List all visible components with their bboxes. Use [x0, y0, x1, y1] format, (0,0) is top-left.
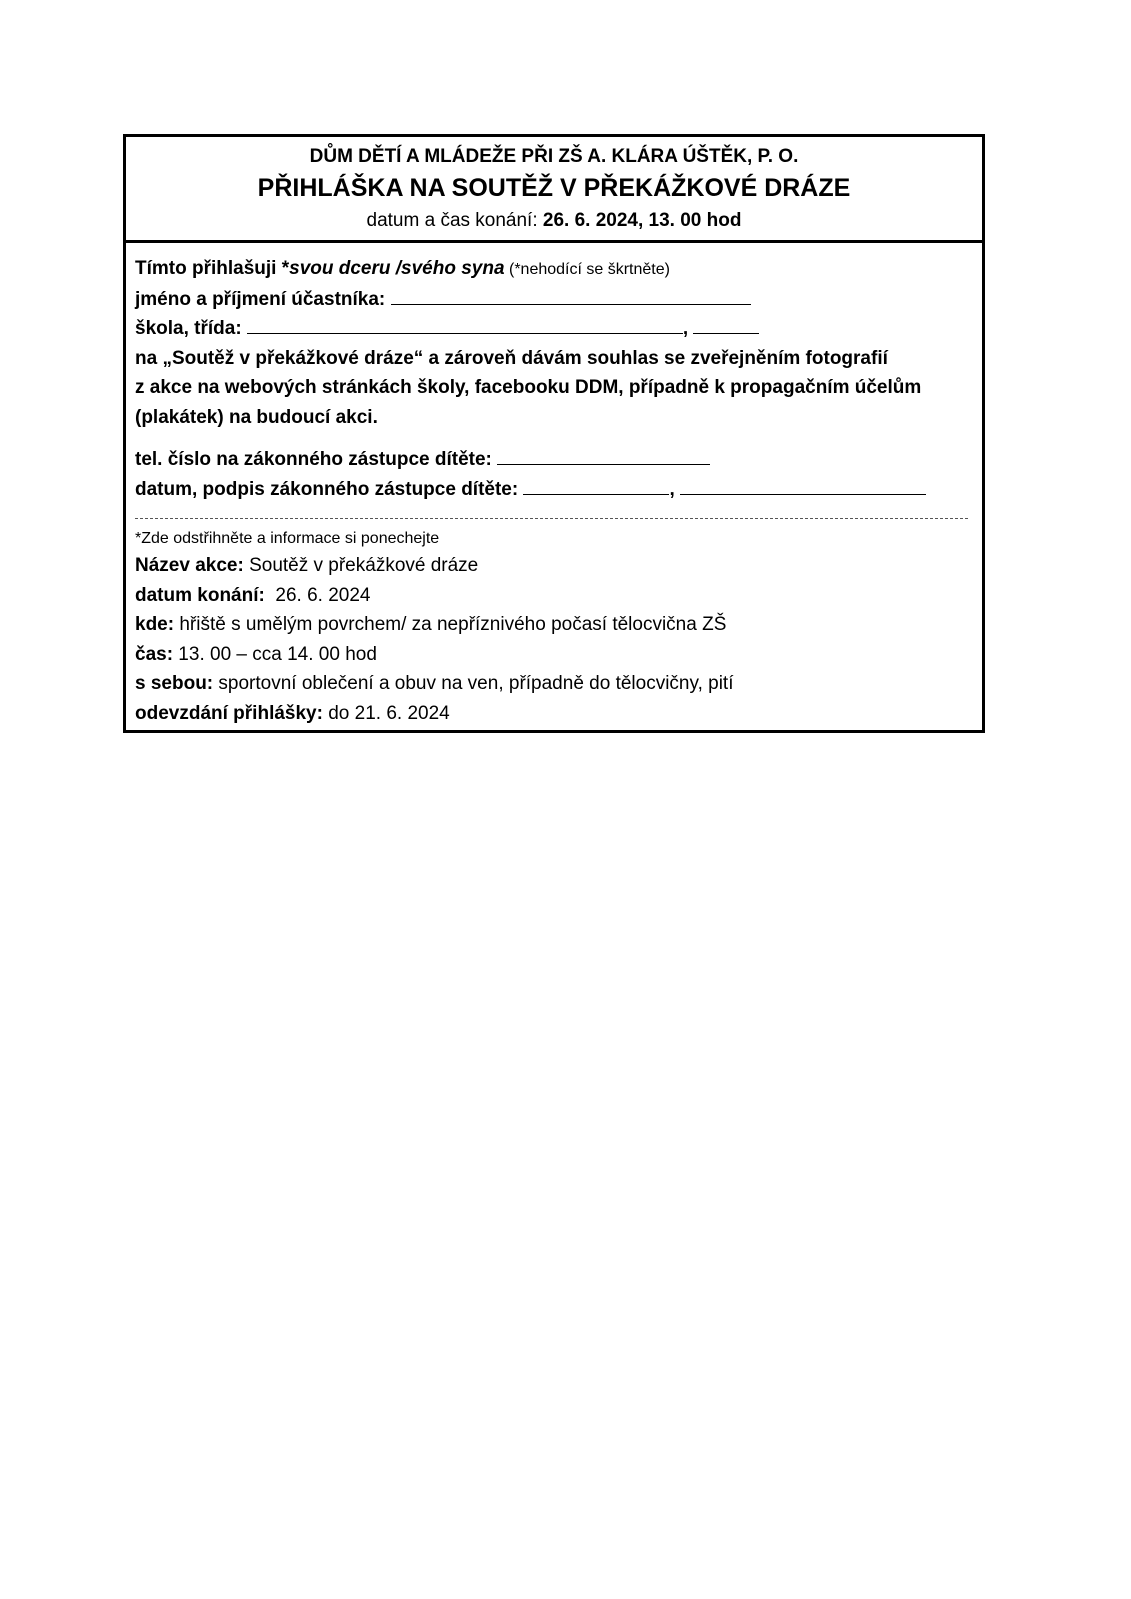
event-time-label: čas:: [135, 643, 174, 665]
guardian-signature-row: [135, 475, 982, 505]
organization-name: DŮM DĚTÍ A MLÁDEŽE PŘI ZŠ A. KLÁRA ÚŠTĚK, P. O.: [309, 146, 799, 167]
event-date-row: [135, 581, 982, 611]
intro-line: [135, 254, 982, 285]
form-body: [126, 243, 982, 728]
deadline-row: [135, 699, 982, 729]
event-datetime: [126, 206, 982, 235]
school-field[interactable]: [247, 316, 683, 334]
signature-separator: ,: [669, 478, 675, 500]
deadline-value: do 21. 6. 2024: [322, 702, 450, 724]
form-header: [126, 137, 982, 243]
school-class-separator: ,: [682, 318, 689, 339]
event-time-row: [135, 640, 982, 670]
consent-line-3: (plakátek) na budoucí akci.: [135, 406, 378, 428]
event-datetime-value: 26. 6. 2024, 13. 00 hod: [542, 210, 742, 231]
event-date-label: datum konání:: [135, 584, 265, 606]
event-datetime-label: datum a čas konání:: [366, 210, 543, 231]
guardian-phone-row: [135, 445, 982, 475]
guardian-signature-label: datum, podpis zákonného zástupce dítěte:: [135, 478, 524, 500]
event-place-row: [135, 610, 982, 640]
event-date-value: 26. 6. 2024: [264, 584, 371, 606]
application-form: [123, 134, 985, 733]
intro-choice: svou dceru /svého syna: [289, 258, 505, 279]
event-name-row: [135, 551, 982, 581]
deadline-label: odevzdání přihlášky:: [135, 702, 323, 724]
event-place-value: hřiště s umělým povrchem/ za nepříznivého počasí tělocvična ZŠ: [174, 614, 727, 635]
school-class-label: škola, třída:: [135, 318, 247, 339]
intro-note: (*nehodící se škrtněte): [504, 261, 670, 278]
bring-along-label: s sebou:: [135, 673, 214, 694]
intro-text: Tímto přihlašuji *: [135, 258, 290, 279]
participant-name-label: jméno a příjmení účastníka:: [135, 288, 391, 310]
bring-along-value: sportovní oblečení a obuv na ven, případně do tělocvičny, pití: [213, 673, 734, 694]
cut-line: [135, 518, 968, 519]
cut-note: *Zde odstřihněte a informace si ponechejte: [135, 530, 440, 547]
bring-along-row: [135, 669, 982, 699]
form-title: PŘIHLÁŠKA NA SOUTĚŽ V PŘEKÁŽKOVÉ DRÁZE: [257, 174, 851, 202]
event-place-label: kde:: [135, 614, 175, 635]
consent-line-1: na „Soutěž v překážkové dráze“ a zároveň dávám souhlas se zveřejněním fotografií: [135, 347, 888, 369]
guardian-phone-field[interactable]: [497, 447, 710, 465]
participant-name-row: [135, 285, 982, 315]
participant-name-field[interactable]: [391, 287, 751, 305]
event-name-value: Soutěž v překážkové dráze: [243, 555, 479, 576]
signature-date-field[interactable]: [523, 477, 669, 495]
event-time-value: 13. 00 – cca 14. 00 hod: [173, 643, 377, 665]
school-class-row: [135, 314, 982, 344]
class-field[interactable]: [693, 316, 759, 334]
signature-field[interactable]: [680, 477, 926, 495]
guardian-phone-label: tel. číslo na zákonného zástupce dítěte:: [135, 449, 498, 470]
consent-line-2: z akce na webových stránkách školy, facebooku DDM, případně k propagačním účelům: [135, 377, 922, 398]
event-name-label: Název akce:: [135, 555, 244, 576]
